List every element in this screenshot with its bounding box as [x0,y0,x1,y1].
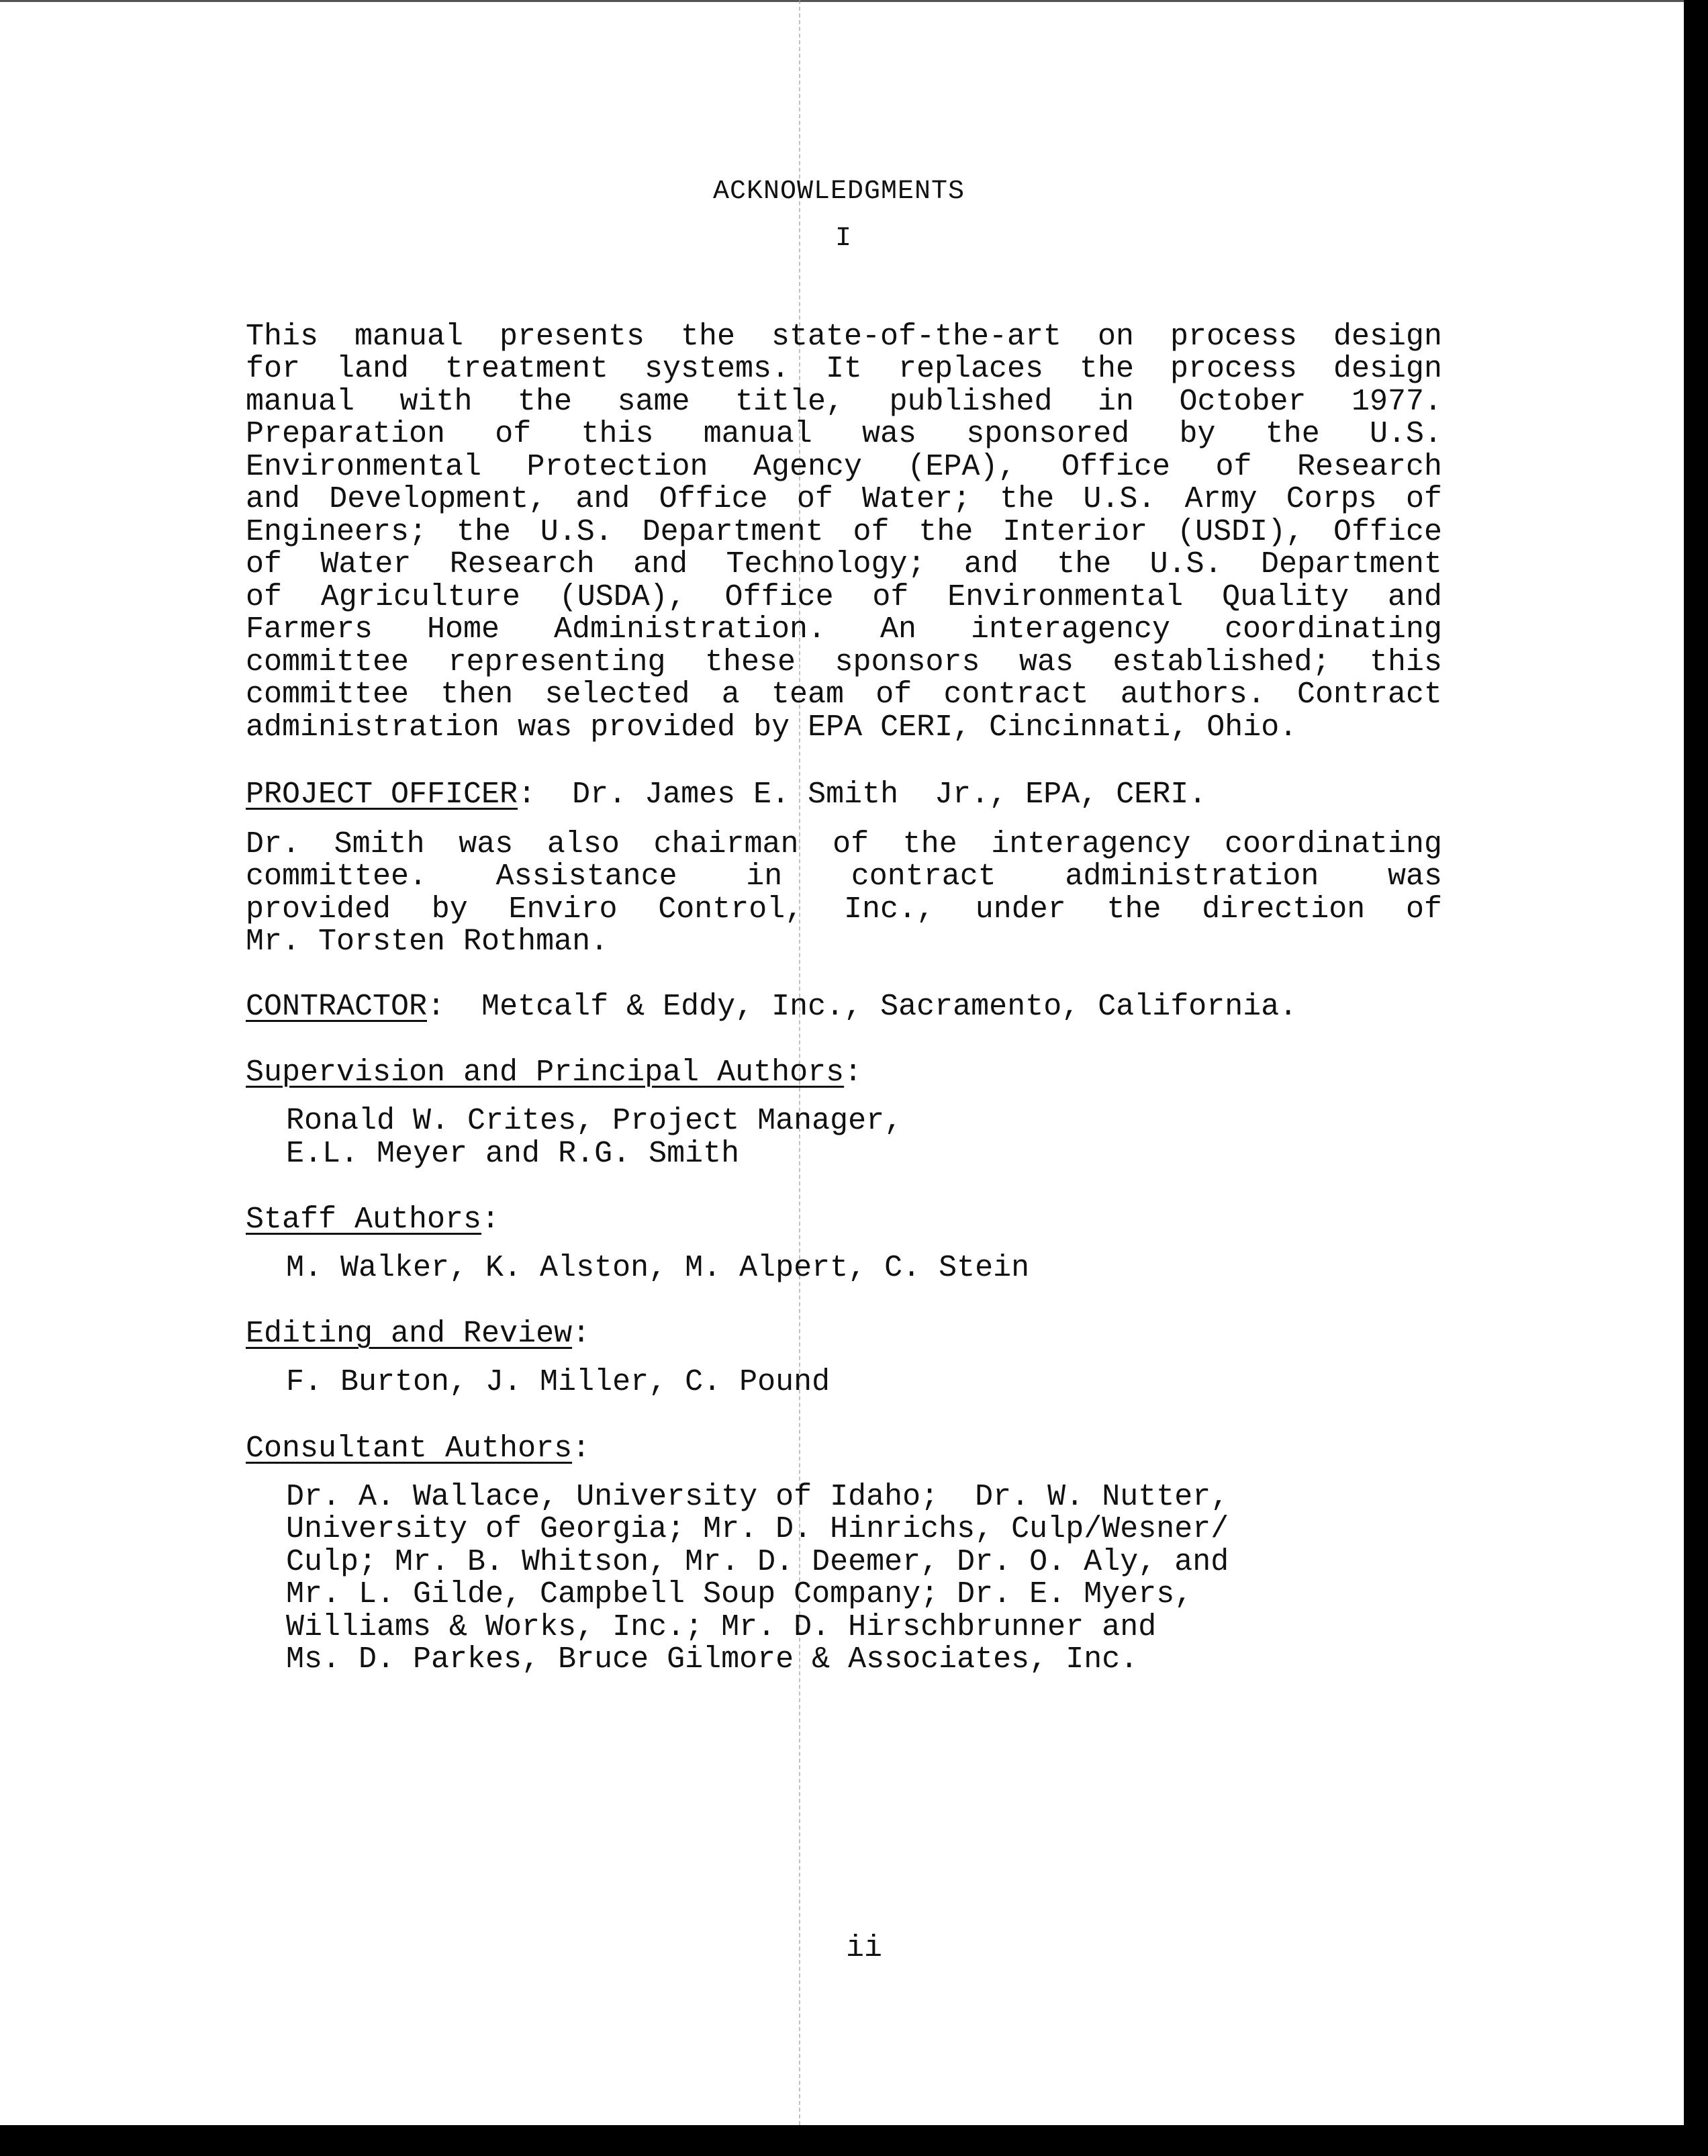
page-number: ii [846,1931,883,1965]
intro-line: committee then selected a team of contract authors. Contract [246,677,1442,712]
editing-heading: Editing and Review: [246,1317,591,1351]
intro-line: administration was provided by EPA CERI, Cincinnati, Ohio. [246,710,1298,745]
intro-line: Farmers Home Administration. An interagency coordinating [246,612,1442,647]
consultant-label: Consultant Authors [246,1432,573,1466]
intro-line: Preparation of this manual was sponsored by the U.S. [246,417,1442,451]
contractor-line [246,991,1297,1024]
smith-line: Dr. Smith was also chairman of the interagency coordinating [246,827,1442,861]
supervision-heading: Supervision and Principal Authors: [246,1056,863,1090]
intro-line: of Agriculture (USDA), Office of Environmental Quality and [246,580,1442,614]
intro-line: Environmental Protection Agency (EPA), Office of Research [246,450,1442,484]
intro-line: of Water Research and Technology; and the U.S. Department [246,547,1442,581]
supervision-line: Ronald W. Crites, Project Manager, [286,1104,903,1138]
consultant-line: University of Georgia; Mr. D. Hinrichs, Culp/Wesner/ [286,1512,1229,1546]
editing-line: F. Burton, J. Miller, C. Pound [286,1365,831,1399]
consultant-heading: Consultant Authors: [246,1432,591,1466]
staff-label: Staff Authors [246,1203,482,1237]
intro-line: manual with the same title, published in October 1977. [246,385,1442,419]
supervision-label: Supervision and Principal Authors [246,1056,845,1090]
intro-line: Engineers; the U.S. Department of the Interior (USDI), Office [246,515,1442,549]
editing-label: Editing and Review [246,1317,573,1351]
staff-heading: Staff Authors: [246,1203,500,1237]
project-officer-label: PROJECT OFFICER [246,778,518,812]
consultant-line: Williams & Works, Inc.; Mr. D. Hirschbrunner and [286,1610,1157,1644]
consultant-line: Culp; Mr. B. Whitson, Mr. D. Deemer, Dr. O. Aly, and [286,1545,1229,1579]
consultant-line: Ms. D. Parkes, Bruce Gilmore & Associates, Inc. [286,1642,1139,1677]
staff-line: M. Walker, K. Alston, M. Alpert, C. Stein [286,1251,1030,1285]
intro-line: and Development, and Office of Water; the U.S. Army Corps of [246,482,1442,516]
project-officer-line [246,779,1206,812]
scan-right-border [1684,0,1708,2156]
consultant-line: Mr. L. Gilde, Campbell Soup Company; Dr. E. Myers, [286,1577,1193,1611]
heading-mark: I [835,224,853,254]
smith-line: committee. Assistance in contract administration was [246,859,1442,894]
project-officer-value: : Dr. James E. Smith Jr., EPA, CERI. [518,778,1207,812]
consultant-line: Dr. A. Wallace, University of Idaho; Dr. W. Nutter, [286,1480,1229,1514]
intro-line: committee representing these sponsors was established; this [246,645,1442,679]
smith-line: Mr. Torsten Rothman. [246,925,609,959]
contractor-label: CONTRACTOR [246,990,428,1024]
intro-line: for land treatment systems. It replaces the process design [246,352,1442,386]
scan-bottom-border [0,2125,1708,2156]
scan-top-edge [0,0,1684,2]
page-heading: ACKNOWLEDGMENTS [713,177,965,207]
contractor-value: : Metcalf & Eddy, Inc., Sacramento, California. [427,990,1298,1024]
supervision-line: E.L. Meyer and R.G. Smith [286,1137,740,1171]
intro-line: This manual presents the state-of-the-art on process design [246,320,1442,354]
smith-line: provided by Enviro Control, Inc., under the direction of [246,892,1442,927]
